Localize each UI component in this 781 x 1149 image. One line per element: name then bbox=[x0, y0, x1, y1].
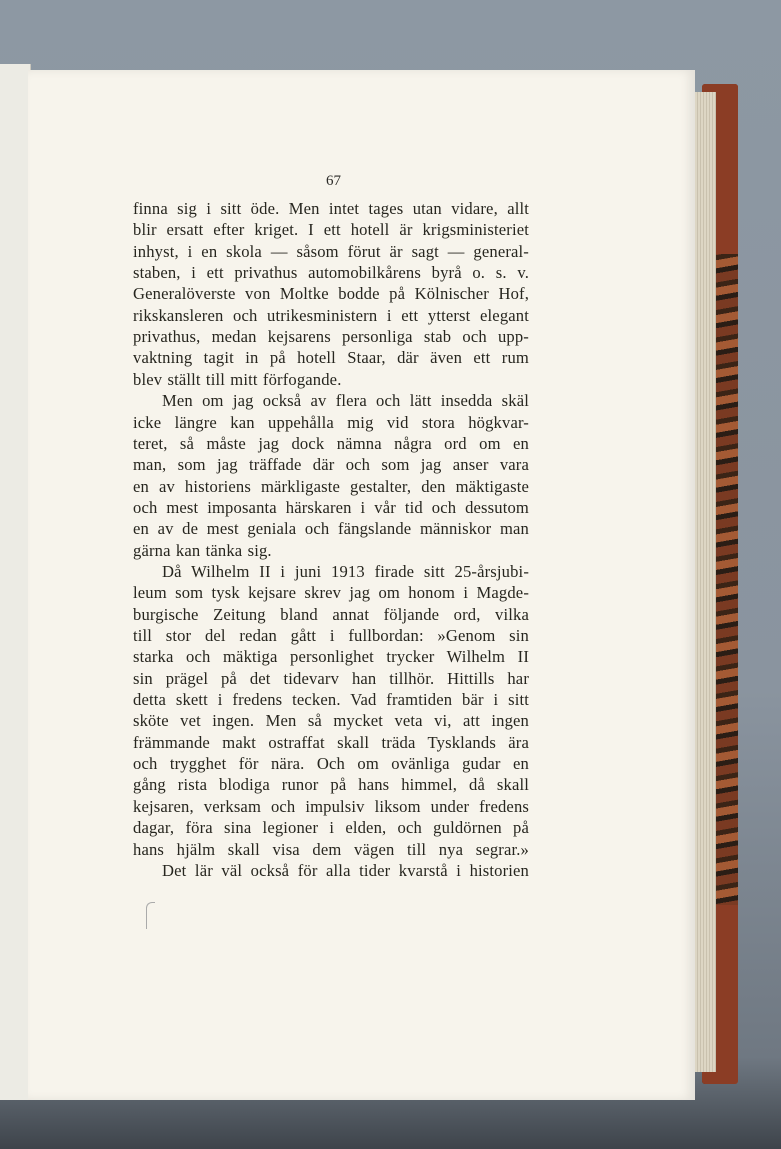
text-line bbox=[162, 393, 529, 410]
text-line bbox=[133, 369, 529, 389]
text-line bbox=[133, 265, 529, 282]
text-line bbox=[133, 796, 529, 816]
text-line bbox=[133, 222, 529, 239]
text-line bbox=[133, 713, 529, 730]
text-line-content: Då Wilhelm II i juni 1913 firade sitt 25-årsjubi- bbox=[162, 561, 529, 581]
text-line-content: sin prägel på det tidevarv han tillhör. Hittills har bbox=[133, 668, 529, 688]
text-line bbox=[133, 412, 529, 432]
text-line bbox=[133, 201, 529, 218]
pencil-mark bbox=[146, 902, 155, 929]
text-line bbox=[133, 350, 529, 367]
text-line bbox=[133, 497, 529, 517]
text-line-content: staben, i ett privathus automobilkårens byrå o. s. v. bbox=[133, 263, 529, 283]
text-line bbox=[162, 860, 529, 880]
text-line bbox=[133, 476, 529, 496]
text-line bbox=[133, 329, 529, 346]
text-line-content: detta skett i fredens tecken. Vad framtiden bär i sitt bbox=[133, 690, 529, 710]
text-line-content: en av de mest geniala och fängslande människor man bbox=[133, 519, 529, 539]
text-line-content: privathus, medan kejsarens personliga stab och upp- bbox=[133, 327, 529, 347]
text-line-content: och trygghet för nära. Och om ovänliga gudar en bbox=[133, 754, 529, 774]
page-number: 67 bbox=[326, 173, 341, 189]
text-line-content: gång rista blodiga runor på hans himmel, då skall bbox=[133, 775, 529, 795]
text-line-content: Det lär väl också för alla tider kvarstå i historien bbox=[162, 860, 529, 880]
text-line bbox=[133, 692, 529, 709]
text-line bbox=[133, 604, 529, 624]
text-line-content: finna sig i sitt öde. Men intet tages utan vidare, allt bbox=[133, 199, 529, 218]
text-line bbox=[133, 521, 529, 538]
text-line-content: icke längre kan uppehålla mig vid stora högkvar- bbox=[133, 412, 529, 432]
text-line bbox=[133, 241, 529, 261]
text-line-content: inhyst, i en skola — såsom förut är sagt — general- bbox=[133, 241, 529, 261]
text-line bbox=[133, 286, 529, 303]
text-line-content: blir ersatt efter kriget. I ett hotell är krigsministeriet bbox=[133, 220, 529, 240]
text-line bbox=[133, 649, 529, 666]
text-line bbox=[133, 433, 529, 453]
text-line-content: teret, så måste jag dock nämna några ord om en bbox=[133, 433, 529, 453]
text-line bbox=[133, 540, 529, 560]
text-line bbox=[133, 668, 529, 688]
text-line-content: främmande makt ostraffat skall träda Tysklands ära bbox=[133, 732, 529, 752]
text-line bbox=[133, 628, 529, 645]
text-line-content: vaktning tagit in på hotell Staar, där även ett rum bbox=[133, 348, 529, 368]
text-line-content: Generalöverste von Moltke bodde på Kölnischer Hof, bbox=[133, 284, 529, 304]
facing-page-edge bbox=[0, 64, 31, 1100]
text-line-content: blev ställt till mitt förfogande. bbox=[133, 369, 342, 389]
text-line bbox=[133, 732, 529, 752]
text-line-content: dagar, föra sina legioner i elden, och guldörnen på bbox=[133, 818, 529, 838]
text-line bbox=[133, 305, 529, 325]
page-block-edge bbox=[692, 92, 716, 1072]
text-line-content: burgische Zeitung bland annat följande ord, vilka bbox=[133, 604, 529, 624]
text-line-content: hans hjälm skall visa dem vägen till nya segrar.» bbox=[133, 839, 529, 859]
text-line-content: en av historiens märkligaste gestalter, den mäktigaste bbox=[133, 476, 529, 496]
text-line bbox=[133, 457, 529, 474]
text-line-content: leum som tysk kejsare skrev jag om honom i Magde- bbox=[133, 583, 529, 603]
text-line-content: kejsaren, verksam och impulsiv liksom under fredens bbox=[133, 796, 529, 816]
text-line-content: Men om jag också av flera och lätt insedda skäl bbox=[162, 391, 529, 411]
text-line bbox=[133, 820, 529, 837]
text-line-content: man, som jag träffade där och som jag anser vara bbox=[133, 455, 529, 475]
text-line-content: och mest imposanta härskaren i vår tid och dessutom bbox=[133, 497, 529, 517]
text-line bbox=[162, 561, 529, 581]
text-line bbox=[133, 839, 529, 859]
text-line-content: sköte vet ingen. Men så mycket veta vi, att ingen bbox=[133, 711, 529, 731]
text-line-content: starka och mäktiga personlighet trycker Wilhelm II bbox=[133, 647, 529, 667]
text-line bbox=[133, 585, 529, 602]
text-line-content: gärna kan tänka sig. bbox=[133, 540, 272, 560]
text-line bbox=[133, 756, 529, 773]
text-line-content: till stor del redan gått i fullbordan: »Genom sin bbox=[133, 626, 529, 645]
text-line-content: rikskansleren och utrikesministern i ett ytterst elegant bbox=[133, 305, 529, 325]
text-line bbox=[133, 777, 529, 794]
